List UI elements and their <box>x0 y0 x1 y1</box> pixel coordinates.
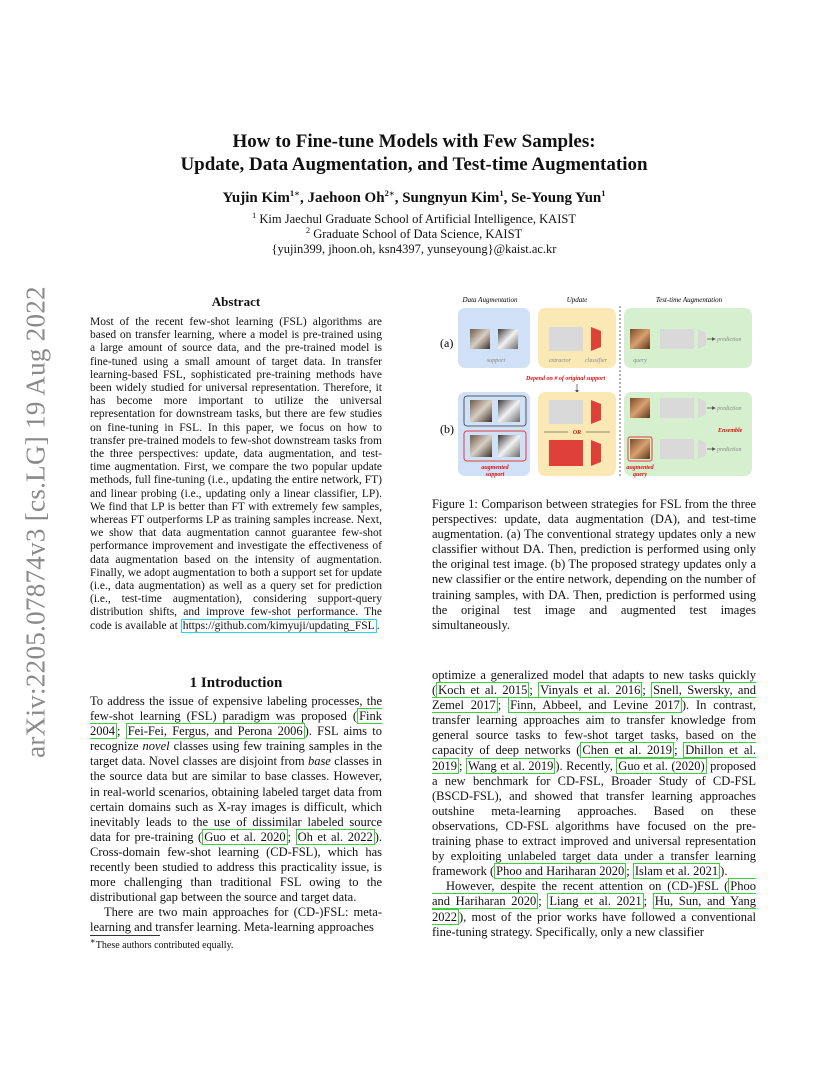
citation-link[interactable]: Oh et al. 2022 <box>297 829 373 844</box>
author-mark: 1 <box>499 188 504 198</box>
header-tta: Test-time Augmentation <box>655 296 723 304</box>
text: ; <box>529 683 539 698</box>
feature-extractor-block <box>549 327 583 351</box>
augmented-image-cat <box>470 435 492 457</box>
footnote <box>90 935 234 951</box>
abstract-text: Most of the recent few-shot learning (FSL) algorithms are based on transfer learning, where a model is pre-trained using a large amount of source data, and the pre-trained model is fine-tuned using a small amount of target data. In transfer learning-based FSL, sophisticated pre-training methods have been widely studied for universal representation. Therefore, it has become more important to utilize the universal representation for downstream tasks, but there are few studies on fine-tuning in FSL. In this paper, we focus on how to transfer pre-trained models to few-shot downstream tasks from the three perspectives: update, data augmentation, and test-time augmentation. First, we compare the two popular update methods, full fine-tuning (i.e., updating the entire network, FT) and linear probing (i.e., updating only a linear classifier, LP). We find that LP is better than FT with extremely few samples, whereas FT outperforms LP as training samples increase. Next, we show that data augmentation cannot guarantee few-shot performance improvement and investigate the effectiveness of data augmentation based on the intensity of augmentation. Finally, we adopt augmentation to both a support set for update (i.e., data augmentation) as well as a query set for prediction (i.e., test-time augmentation), considering support-query distribution shifts, and improve few-shot performance. The code is available at <box>90 316 382 632</box>
text: ; <box>642 683 652 698</box>
citation-link[interactable]: Wang et al. 2019 <box>467 758 554 773</box>
author-mark: 1 <box>601 188 606 198</box>
intro-paragraph-4 <box>432 879 756 939</box>
feature-extractor-block-updated <box>549 440 583 466</box>
affiliations <box>100 209 728 257</box>
or-label: OR <box>572 430 582 436</box>
emphasis: base <box>307 754 331 769</box>
augmented-query-label: query <box>633 472 647 478</box>
author-list: Yujin Kim$^{1∗}$, Jaehoon $Oh^{2∗}$, Sungnyun Kim$^1$, Se-Young Yun$^1$ <box>222 188 606 206</box>
citation-link[interactable]: Finn, Abbeel, and Levine 2017 <box>510 698 680 713</box>
classifier-block <box>591 400 601 424</box>
affiliation-1 <box>100 209 728 227</box>
ensemble-label: Ensemble <box>718 428 743 434</box>
text: ; <box>626 864 633 879</box>
support-image-cat <box>498 400 520 422</box>
augmented-image-cat <box>498 435 520 457</box>
citation-link[interactable]: Koch et al. 2015 <box>438 683 528 698</box>
support-image-cat <box>498 329 518 349</box>
intro-paragraph-2: There are two main approaches for (CD-)FSL: meta-learning and transfer learning. Meta-learning approaches <box>90 905 382 935</box>
affiliation-mark: 2 <box>305 224 311 235</box>
emphasis: novel <box>142 739 170 754</box>
text: ; <box>117 724 126 739</box>
affiliation-2 <box>100 224 728 242</box>
support-image-cat <box>470 400 492 422</box>
footnote-text: These authors contributed equally. <box>95 940 234 951</box>
footnote-rule <box>90 935 160 936</box>
author-name: Jaehoon Oh <box>307 190 385 206</box>
classifier-block <box>591 440 601 466</box>
citation-link[interactable]: Liang et al. 2021 <box>549 894 642 909</box>
extractor-label: extractor <box>549 358 571 364</box>
citation-link[interactable]: Dhillon et al. 2019 <box>432 743 756 773</box>
classifier-block <box>591 327 601 351</box>
augmented-support-label: augmented <box>481 465 509 471</box>
text: ). Cross-domain few-shot learning (CD-FSL), which has recently been studied to address this practicality issue, is more challenging than traditional FSL owing to the distributional gap between the source and target data. <box>90 829 383 905</box>
abstract-heading: Abstract <box>211 294 261 309</box>
prediction-label: prediction <box>717 447 742 453</box>
model-block <box>660 398 694 418</box>
text: ). In contrast, transfer learning approaches aim to transfer knowledge from general source tasks to few-shot target tasks, based on the capacity of deep networks ( <box>432 698 756 758</box>
arxiv-identifier-text: arXiv:2205.07874v3 [cs.LG] 19 Aug 2022 <box>20 286 51 758</box>
citation-link[interactable]: Chen et al. 2019 <box>582 743 673 758</box>
prediction-label: prediction <box>717 337 742 343</box>
intro-paragraph-1 <box>90 694 382 905</box>
affiliation-text: Graduate School of Data Science, KAIST <box>313 227 523 241</box>
text: proposed a new benchmark for CD-FSL, Broader Study of CD-FSL (BSCD-FSL), and showed that transfer learning approaches outshine meta-learning approaches. Based on these observations, CD-FSL algorithms have focused on the pre-training phase to extract improved and universal representation by exploiting unlabeled target data under a transfer learning framework ( <box>432 758 756 879</box>
text: classes using few training samples in the target data. Novel classes are disjoint from <box>90 739 383 769</box>
text: ; <box>643 894 653 909</box>
arxiv-identifier <box>20 282 52 762</box>
citation-link[interactable]: Guo et al. 2020 <box>204 829 286 844</box>
model-block <box>660 329 694 349</box>
text: classes in the source data but are similar to base classes. However, in real-world scenarios, obtaining labeled target data from certain domains such as X-ray images is difficult, which inevitably leads to the use of dissimilar labeled source data for pre-training ( <box>90 754 382 844</box>
query-label: query <box>633 358 647 364</box>
row-label-a: (a) <box>440 336 454 350</box>
augmented-query-image-cat <box>630 439 650 459</box>
text: ; <box>497 698 509 713</box>
author-name: Sungnyun Kim <box>402 190 500 206</box>
paper-title <box>100 130 728 176</box>
citation-link[interactable]: Phoo and Hariharan 2020 <box>432 879 756 909</box>
augmented-query-label: augmented <box>626 465 654 471</box>
citation-link[interactable]: Hu, Sun, and Yang 2022 <box>432 894 756 924</box>
abstract-end: . <box>376 619 380 632</box>
row-label-b: (b) <box>440 422 454 436</box>
text: optimize a generalized model that adapts to new tasks quickly ( <box>432 668 756 698</box>
depend-note: Depend on # of original support <box>526 376 606 382</box>
author-mark: 2∗ <box>384 188 395 198</box>
figure-1-diagram <box>434 292 756 488</box>
title-line-2: Update, Data Augmentation, and Test-time Augmentation <box>180 154 648 175</box>
text: ; <box>287 829 296 844</box>
augmented-support-label: support <box>485 472 505 478</box>
title-line-1: How to Fine-tune Models with Few Samples: <box>232 131 596 152</box>
classifier-label: classifier <box>585 358 607 364</box>
intro-left-column <box>90 694 382 936</box>
citation-link[interactable]: Vinyals et al. 2016 <box>540 683 641 698</box>
author-name: Se-Young Yun <box>511 190 602 206</box>
text: ; <box>459 758 466 773</box>
affiliation-text: Kim Jaechul Graduate School of Artificial Intelligence, KAIST <box>259 212 576 226</box>
citation-link[interactable]: Fei-Fei, Fergus, and Perona 2006 <box>127 724 303 739</box>
intro-paragraph-3 <box>432 668 756 879</box>
text: To address the issue of expensive labeling processes, the few-shot learning (FSL) paradigm was proposed ( <box>90 694 382 724</box>
text: ), most of the prior works have followed a conventional fine-tuning strategy. Specifically, only a new classifier <box>432 909 756 939</box>
prediction-label: prediction <box>717 406 742 412</box>
feature-extractor-block <box>549 400 583 424</box>
footnote-mark: ∗ <box>90 935 96 946</box>
text: ). Recently, <box>555 758 617 773</box>
author-emails: {yujin399, jhoon.oh, ksn4397, yunseyoung}@kaist.ac.kr <box>271 242 557 256</box>
citation-link[interactable]: Islam et al. 2021 <box>634 864 719 879</box>
section-heading-introduction: 1 Introduction <box>189 675 283 691</box>
model-block <box>660 439 694 459</box>
code-link[interactable]: https://github.com/kimyuji/updating_FSL <box>182 619 375 632</box>
query-image-cat <box>630 329 650 349</box>
figure-1 <box>434 292 756 488</box>
figure-1-caption: Figure 1: Comparison between strategies for FSL from the three perspectives: update, data augmentation (DA), and test-time augmentation. (a) The conventional strategy updates only a new classifier without DA. Then, prediction is performed using only the original test image. (b) The proposed strategy updates only a new classifier or the entire network, depending on the number of training samples, with DA. Then, prediction is performed using the original test image and augmented test images simultaneously. <box>432 497 756 632</box>
intro-right-column <box>432 668 756 940</box>
query-image-cat <box>630 398 650 418</box>
citation-link[interactable]: Fink 2004 <box>90 709 382 739</box>
support-image-cat <box>470 329 490 349</box>
affiliation-mark: 1 <box>252 209 257 220</box>
header-data-augmentation: Data Augmentation <box>462 296 518 304</box>
author-mark: 1∗ <box>289 188 300 198</box>
text: However, despite the recent attention on (CD-)FSL ( <box>446 879 729 894</box>
text: ; <box>538 894 548 909</box>
author-name: Yujin Kim <box>222 190 290 206</box>
citation-link[interactable]: Guo et al. (2020) <box>618 758 705 773</box>
abstract-body <box>90 316 382 633</box>
citation-link[interactable]: Phoo and Hariharan 2020 <box>496 864 625 879</box>
text: ). <box>720 864 728 879</box>
support-label: support <box>486 358 506 364</box>
text: ; <box>674 743 684 758</box>
citation-link[interactable]: Snell, Swersky, and Zemel 2017 <box>432 683 756 713</box>
header-update: Update <box>566 296 588 304</box>
text: ). FSL aims to recognize <box>90 724 382 754</box>
